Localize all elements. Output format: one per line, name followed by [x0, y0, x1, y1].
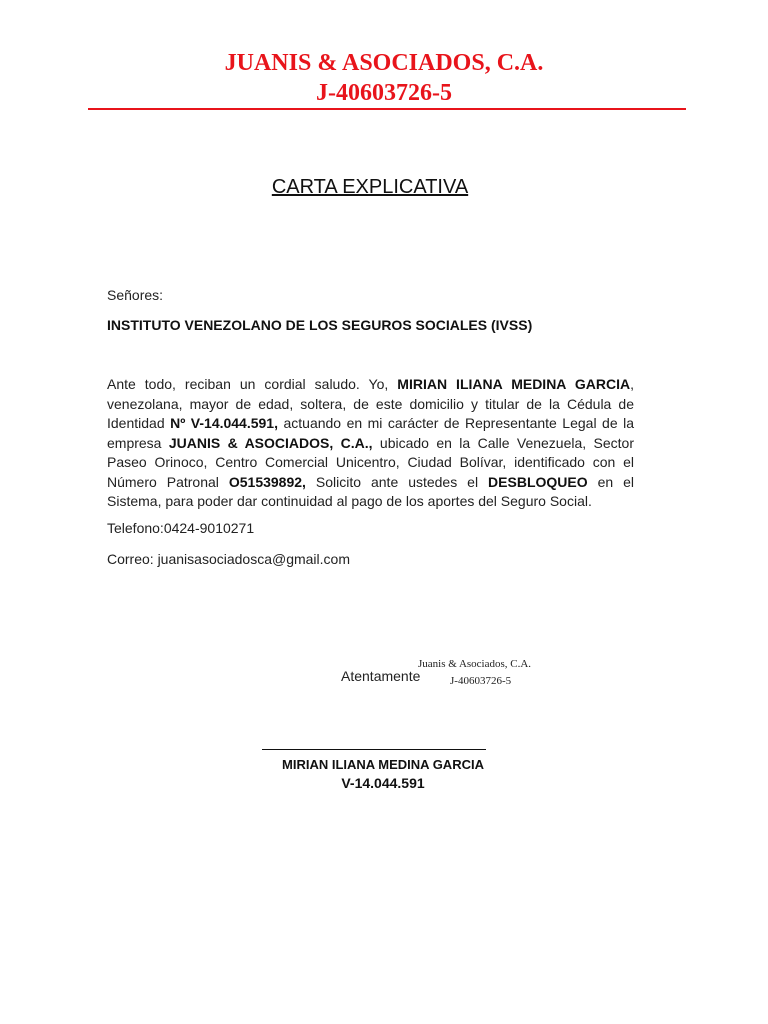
body-text-4: ubicado en la Calle Venezuela, Sector Paseo Orinoco, Centro Comercial Unicentro, Ciudad Bolívar, identificado con el Número Patronal: [107, 434, 635, 490]
recipient: INSTITUTO VENEZOLANO DE LOS SEGUROS SOCIALES (IVSS): [107, 317, 533, 333]
letter-title: CARTA EXPLICATIVA: [271, 176, 469, 198]
body-patronal: O51539892,: [228, 473, 306, 490]
signatory-name: MIRIAN ILIANA MEDINA GARCIA: [282, 757, 484, 772]
company-name: JUANIS & ASOCIADOS, C.A.: [224, 50, 544, 76]
signatory-id: V-14.044.591: [341, 775, 425, 791]
body-request: DESBLOQUEO: [488, 473, 588, 490]
company-stamp: [418, 656, 558, 690]
body-name: MIRIAN ILIANA MEDINA GARCIA: [397, 376, 631, 392]
contact-email: Correo: juanisasociadosca@gmail.com: [107, 551, 350, 567]
body-cedula: Nº V-14.044.591,: [170, 415, 278, 431]
salutation: Señores:: [107, 287, 164, 303]
letterhead: [0, 48, 768, 108]
body-text-2: , venezolana, mayor de edad, soltera, de este domicilio y titular de la Cédula de Identidad: [107, 376, 635, 431]
contact-phone: Telefono:0424-9010271: [107, 520, 255, 536]
body-text-6: en el Sistema, para poder dar continuidad al pago de los aportes del Seguro Social.: [107, 473, 635, 509]
closing: Atentamente: [341, 668, 421, 684]
stamp-company: Juanis & Asociados, C.A.: [418, 658, 532, 670]
stamp-rif: J-40603726-5: [450, 675, 512, 687]
body-text-1: Ante todo, reciban un cordial saludo. Yo,: [107, 376, 398, 392]
body-text-3: actuando en mi carácter de Representante Legal de la empresa: [107, 415, 634, 451]
body-text-5: Solicito ante ustedes el: [305, 473, 489, 490]
body-company: JUANIS & ASOCIADOS, C.A.,: [168, 434, 373, 451]
letter-body: [107, 375, 634, 512]
company-rif: J-40603726-5: [316, 80, 452, 106]
signature-line: [262, 749, 486, 750]
letterhead-divider: [88, 108, 686, 110]
